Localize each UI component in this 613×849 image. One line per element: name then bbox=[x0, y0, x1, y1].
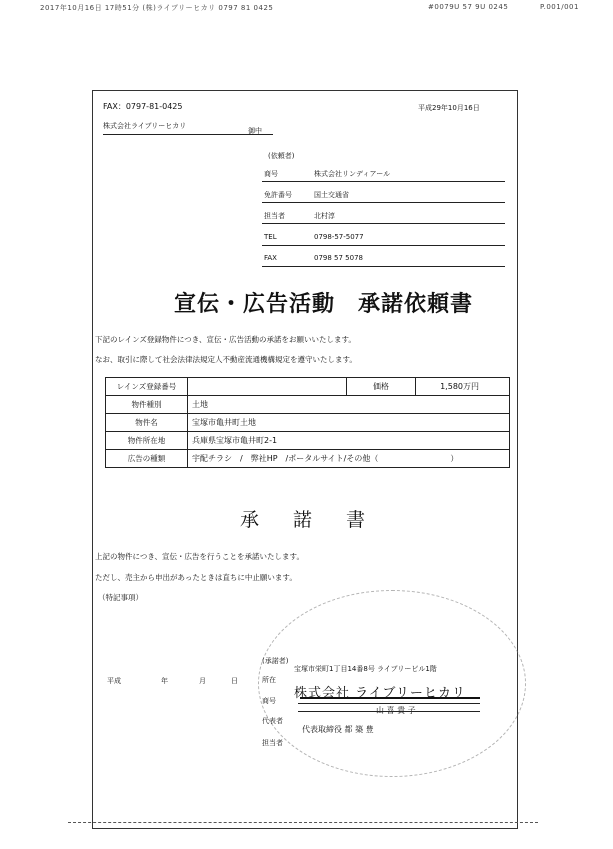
approver-address: 宝塚市栄町1丁目14番8号 ライブリービル1階 bbox=[294, 665, 437, 673]
reins-value bbox=[188, 378, 347, 396]
requester-heading: (依頼者) bbox=[268, 152, 295, 160]
requester-value-company: 株式会社リンディアール bbox=[314, 170, 391, 178]
table-row bbox=[106, 450, 510, 468]
requester-label-company: 商号 bbox=[264, 170, 278, 178]
fax-header-left: 2017年10月16日 17時51分 (株)ライブリーヒカリ 0797 81 0425 bbox=[40, 4, 274, 12]
document-title: 宣伝・広告活動 承諾依頼書 bbox=[174, 292, 474, 317]
approver-company-label: 商号 bbox=[262, 697, 276, 705]
requester-line-4 bbox=[262, 245, 505, 246]
requester-line-2 bbox=[262, 202, 505, 203]
fax-header-middle: #0079U 57 9U 0245 bbox=[428, 3, 509, 11]
type-label: 物件種別 bbox=[106, 396, 188, 414]
requester-value-fax: 0798 57 5078 bbox=[314, 254, 363, 262]
table-row bbox=[106, 378, 510, 396]
approver-staff-label: 担当者 bbox=[262, 739, 283, 747]
approver-heading: (承諾者) bbox=[262, 657, 289, 665]
date-year: 年 bbox=[161, 677, 168, 685]
approver-company: 株式会社 ライブリーヒカリ bbox=[294, 686, 466, 701]
requester-line-1 bbox=[262, 181, 505, 182]
approval-line-1: 上記の物件につき、宣伝・広告を行うことを承諾いたします。 bbox=[95, 552, 304, 561]
recipient-suffix: 御中 bbox=[248, 127, 262, 135]
table-row bbox=[106, 432, 510, 450]
approval-title: 承諾書 bbox=[240, 509, 400, 531]
strike-line-3 bbox=[300, 697, 480, 699]
fax-bottom-line bbox=[68, 822, 538, 823]
date-era: 平成 bbox=[107, 677, 121, 685]
property-table bbox=[105, 377, 510, 468]
intro-line-2: なお、取引に際して社会法律法規定人不動産流通機構規定を遵守いたします。 bbox=[95, 355, 357, 364]
reins-label: レインズ登録番号 bbox=[106, 378, 188, 396]
special-notes: （特記事項） bbox=[98, 593, 143, 602]
requester-label-tel: TEL bbox=[264, 233, 277, 241]
type-value: 土地 bbox=[188, 396, 510, 414]
date-month: 月 bbox=[199, 677, 206, 685]
media-value: 宇配チラシ / 弊社HP /ポータルサイト/その他（ ） bbox=[188, 450, 510, 468]
media-label: 広告の種類 bbox=[106, 450, 188, 468]
date-day: 日 bbox=[231, 677, 238, 685]
approver-rep-label: 代表者 bbox=[262, 717, 283, 725]
address-value: 兵庫県宝塚市亀井町2-1 bbox=[188, 432, 510, 450]
requester-value-license: 国土交通省 bbox=[314, 191, 349, 199]
requester-label-license: 免許番号 bbox=[264, 191, 292, 199]
fax-header-page: P.001/001 bbox=[540, 3, 579, 11]
price-label: 価格 bbox=[347, 378, 416, 396]
intro-line-1: 下記のレインズ登録物件につき、宣伝・広告活動の承諾をお願いいたします。 bbox=[95, 335, 356, 344]
approver-staff-name: 山 喜 貴 子 bbox=[376, 706, 416, 715]
name-value: 宝塚市亀井町土地 bbox=[188, 414, 510, 432]
recipient-company: 株式会社ライブリーヒカリ bbox=[103, 122, 187, 130]
strike-line-1 bbox=[298, 703, 480, 704]
approver-address-label: 所在 bbox=[262, 676, 276, 684]
requester-line-5 bbox=[262, 266, 505, 267]
fax-number: FAX：0797-81-0425 bbox=[103, 102, 183, 111]
strike-line-2 bbox=[298, 711, 480, 712]
requester-value-tel: 0798-57-5077 bbox=[314, 233, 364, 241]
document-date: 平成29年10月16日 bbox=[418, 104, 480, 112]
requester-value-staff: 北村淳 bbox=[314, 212, 335, 220]
name-label: 物件名 bbox=[106, 414, 188, 432]
requester-label-staff: 担当者 bbox=[264, 212, 285, 220]
requester-label-fax: FAX bbox=[264, 254, 277, 262]
table-row bbox=[106, 414, 510, 432]
approver-rep-name: 代表取締役 都 築 豊 bbox=[302, 725, 374, 734]
address-label: 物件所在地 bbox=[106, 432, 188, 450]
requester-line-3 bbox=[262, 223, 505, 224]
price-value: 1,580万円 bbox=[416, 378, 510, 396]
table-row bbox=[106, 396, 510, 414]
approval-line-2: ただし、売主から申出があったときは直ちに中止願います。 bbox=[95, 573, 297, 582]
